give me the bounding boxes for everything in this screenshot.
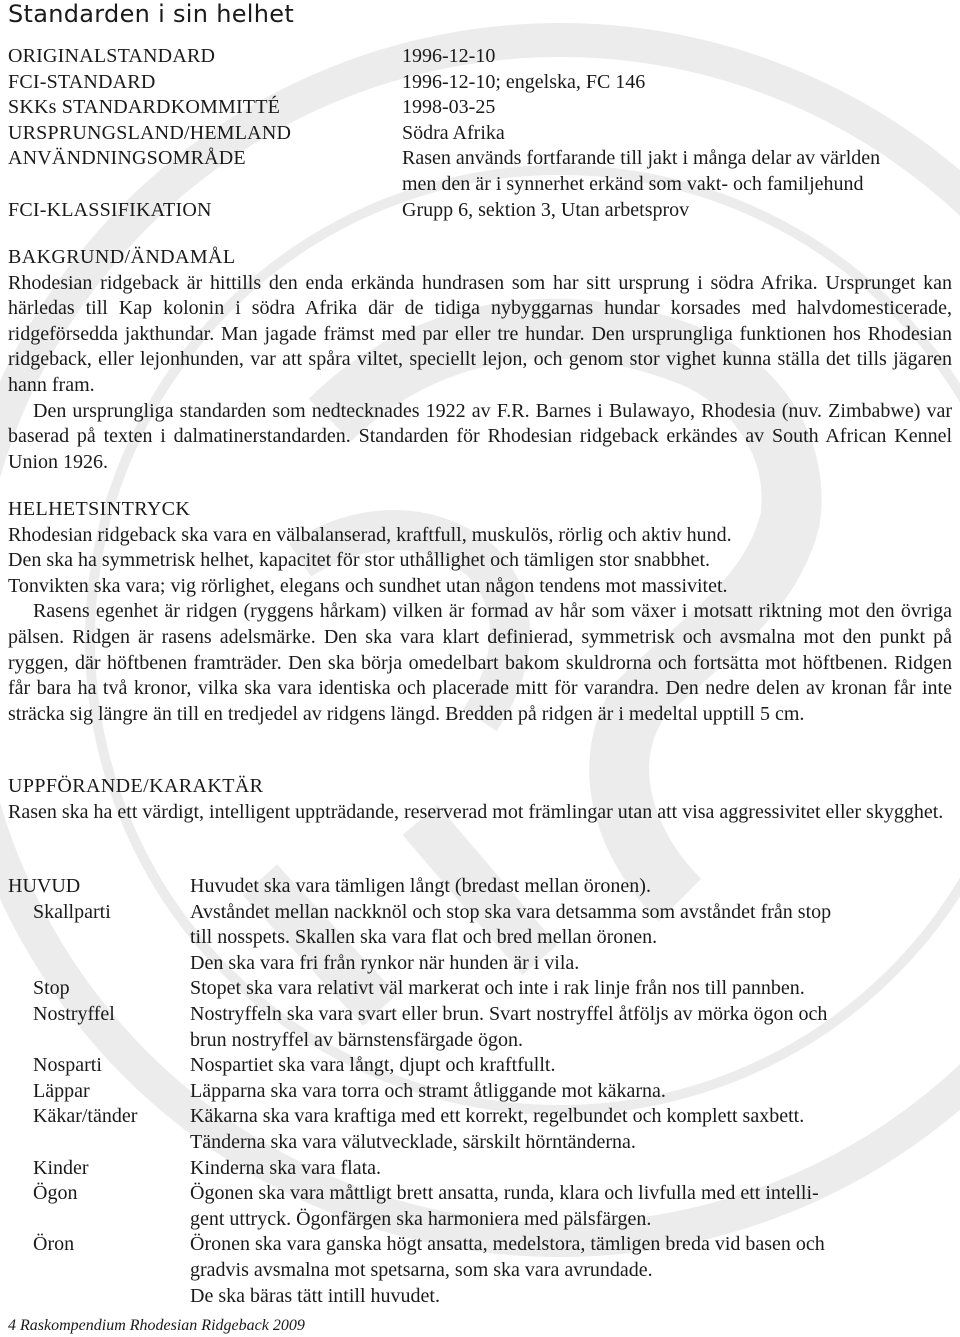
head-row bbox=[8, 900, 952, 926]
head-label bbox=[8, 1028, 190, 1054]
head-row bbox=[8, 1079, 952, 1105]
standard-metadata bbox=[8, 44, 952, 223]
head-row bbox=[8, 1207, 952, 1233]
paragraph: Rasen ska ha ett värdigt, intelligent uppträdande, reserverad mot främlingar utan att visa aggressivitet eller skygghet. bbox=[8, 800, 944, 823]
page-footer: 4 Raskompendium Rhodesian Ridgeback 2009 bbox=[8, 1317, 305, 1334]
background-section bbox=[8, 245, 952, 475]
meta-row bbox=[8, 146, 952, 172]
section-heading: HELHETSINTRYCK bbox=[8, 498, 191, 520]
meta-label: FCI-KLASSIFIKATION bbox=[8, 198, 212, 221]
meta-value: 1998-03-25 bbox=[402, 96, 496, 119]
impression-section bbox=[8, 497, 952, 727]
head-row bbox=[8, 951, 952, 977]
head-text: brun nostryffel av bärnstensfärgade ögon. bbox=[190, 1028, 524, 1051]
head-row bbox=[8, 1181, 952, 1207]
head-label: Nosparti bbox=[33, 1054, 102, 1077]
head-row bbox=[8, 1284, 952, 1310]
section-heading: BAKGRUND/ÄNDAMÅL bbox=[8, 246, 236, 268]
head-label bbox=[8, 1284, 190, 1310]
head-text: Den ska vara fri från rynkor när hunden är i vila. bbox=[190, 951, 580, 974]
paragraph: Rhodesian ridgeback är hittills den enda erkända hundrasen som har sitt ursprung i södra Afrika. Ursprunget kan härledas till Kap kolonin i södra Afrika där de tidiga nybyggarnas hundar korsades med halvdomesticerade, ridgeförsedda jakthundar. Man jagade främst med par eller tre hundar. Den ursprungliga funktionen hos Rhodesian ridgeback, eller lejonhunden, var att spåra viltet, speciellt lejon, och genom stor vighet kunna ställa det tills jägaren hann fram. bbox=[8, 271, 952, 396]
head-text: Nospartiet ska vara långt, djupt och kraftfullt. bbox=[190, 1054, 556, 1077]
head-label: Käkar/tänder bbox=[33, 1105, 138, 1128]
head-row bbox=[8, 925, 952, 951]
meta-value: Södra Afrika bbox=[402, 121, 505, 144]
temperament-section bbox=[8, 774, 952, 825]
meta-label bbox=[8, 172, 402, 198]
head-label bbox=[8, 1207, 190, 1233]
meta-row bbox=[8, 198, 952, 224]
meta-label: FCI-STANDARD bbox=[8, 70, 156, 93]
head-label: Öron bbox=[33, 1233, 75, 1256]
head-label: Läppar bbox=[33, 1079, 90, 1102]
paragraph-line: Rhodesian ridgeback ska vara en välbalanserad, kraftfull, muskulös, rörlig och aktiv hund. bbox=[8, 523, 732, 546]
head-text: Kinderna ska vara flata. bbox=[190, 1156, 382, 1179]
meta-value: Grupp 6, sektion 3, Utan arbetsprov bbox=[402, 198, 690, 221]
head-text: gradvis avsmalna mot spetsarna, som ska vara avrundade. bbox=[190, 1258, 653, 1281]
meta-row bbox=[8, 44, 952, 70]
paragraph: Den ursprungliga standarden som nedtecknades 1922 av F.R. Barnes i Bulawayo, Rhodesia (nuv. Zimbabwe) var baserad på texten i dalmatinerstandarden. Standarden för Rhodesian ridgeback erkändes av South African Kennel Union 1926. bbox=[8, 399, 952, 473]
head-label: Nostryffel bbox=[33, 1002, 115, 1025]
paragraph-line: Den ska ha symmetrisk helhet, kapacitet för stor uthållighet och tämligen stor snabbhet. bbox=[8, 549, 711, 572]
meta-label: URSPRUNGSLAND/HEMLAND bbox=[8, 121, 292, 144]
head-text: Läpparna ska vara torra och stramt åtliggande mot käkarna. bbox=[190, 1079, 666, 1102]
head-row bbox=[8, 874, 952, 900]
head-label bbox=[8, 951, 190, 977]
head-row bbox=[8, 1002, 952, 1028]
head-row bbox=[8, 1028, 952, 1054]
head-text: Huvudet ska vara tämligen långt (bredast mellan öronen). bbox=[190, 875, 651, 897]
head-label: Stop bbox=[33, 977, 70, 1000]
head-label bbox=[8, 1130, 190, 1156]
head-row bbox=[8, 1156, 952, 1182]
meta-row bbox=[8, 70, 952, 96]
meta-value: men den är i synnerhet erkänd som vakt- och familjehund bbox=[402, 172, 864, 195]
head-text: Stopet ska vara relativt väl markerat och inte i rak linje från nos till pannben. bbox=[190, 977, 805, 1000]
head-label: HUVUD bbox=[8, 875, 81, 897]
meta-value: 1996-12-10; engelska, FC 146 bbox=[402, 70, 646, 93]
page-title: Standarden i sin helhet bbox=[8, 0, 295, 28]
meta-label: ANVÄNDNINGSOMRÅDE bbox=[8, 147, 246, 170]
head-label: Kinder bbox=[33, 1156, 89, 1179]
head-text: De ska bäras tätt intill huvudet. bbox=[190, 1284, 440, 1307]
head-text: Ögonen ska vara måttligt brett ansatta, runda, klara och livfulla med ett intelli- bbox=[190, 1182, 819, 1205]
head-label: Skallparti bbox=[33, 900, 111, 923]
paragraph-line: Tonvikten ska vara; vig rörlighet, elegans och sundhet utan någon tendens mot massivitet. bbox=[8, 574, 728, 597]
paragraph: Rasens egenhet är ridgen (ryggens hårkam) vilken är formad av hår som växer i motsatt riktning mot den övriga pälsen. Ridgen är rasens adelsmärke. Den ska vara klart definierad, symmetrisk och avsmalna mot den punkt på ryggen, där höftbenen framträder. Den ska börja omedelbart bakom skuldrorna och fortsätta mot höftbenen. Ridgen får bara ha två kronor, vilka ska vara identiska och placerade mitt för varandra. Den nedre delen av kronan får inte sträcka sig längre än till en tredjedel av ridgens längd. Bredden på ridgen är i medeltal upptill 5 cm. bbox=[8, 600, 952, 725]
head-text: Nostryffeln ska vara svart eller brun. Svart nostryffel åtföljs av mörka ögon och bbox=[190, 1002, 828, 1025]
meta-label: SKKs STANDARDKOMMITTÉ bbox=[8, 96, 281, 119]
head-label bbox=[8, 925, 190, 951]
head-section bbox=[8, 874, 952, 1309]
meta-value: 1996-12-10 bbox=[402, 45, 496, 67]
head-row bbox=[8, 1258, 952, 1284]
meta-value: Rasen används fortfarande till jakt i många delar av världen bbox=[402, 147, 881, 170]
head-text: gent uttryck. Ögonfärgen ska harmoniera med pälsfärgen. bbox=[190, 1207, 652, 1230]
head-row bbox=[8, 1104, 952, 1130]
head-text: Käkarna ska vara kraftiga med ett korrekt, regelbundet och komplett saxbett. bbox=[190, 1105, 805, 1128]
section-heading: UPPFÖRANDE/KARAKTÄR bbox=[8, 775, 264, 797]
head-row bbox=[8, 976, 952, 1002]
head-text: till nosspets. Skallen ska vara flat och bred mellan öronen. bbox=[190, 926, 658, 949]
meta-row bbox=[8, 172, 952, 198]
head-text: Tänderna ska vara välutvecklade, särskilt hörntänderna. bbox=[190, 1130, 636, 1153]
head-label: Ögon bbox=[33, 1182, 78, 1205]
meta-row bbox=[8, 95, 952, 121]
meta-row bbox=[8, 121, 952, 147]
head-text: Avståndet mellan nackknöl och stop ska vara detsamma som avståndet från stop bbox=[190, 900, 832, 923]
head-row bbox=[8, 1053, 952, 1079]
head-text: Öronen ska vara ganska högt ansatta, medelstora, tämligen breda vid basen och bbox=[190, 1233, 825, 1256]
meta-label: ORIGINALSTANDARD bbox=[8, 45, 216, 67]
head-row bbox=[8, 1232, 952, 1258]
head-label bbox=[8, 1258, 190, 1284]
head-row bbox=[8, 1130, 952, 1156]
